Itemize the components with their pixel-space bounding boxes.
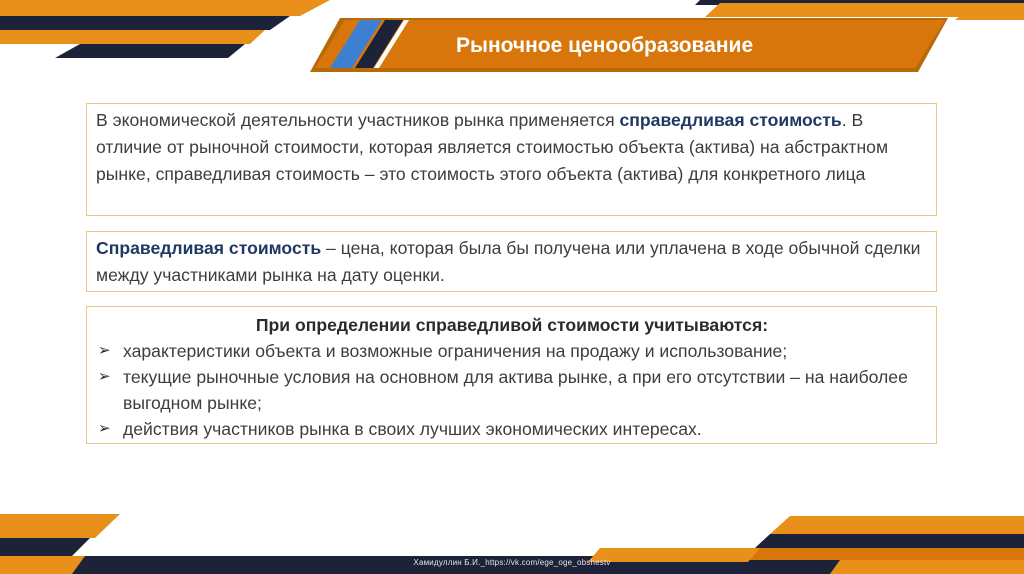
right-edge-orange bbox=[955, 16, 1024, 20]
bottom-left-orange-1 bbox=[0, 514, 120, 538]
definition-term: Справедливая стоимость bbox=[96, 238, 322, 258]
definition-box bbox=[86, 231, 937, 292]
definition-text: – цена, которая была бы получена или уплачена в ходе обычной сделки между участниками рынка на дату оценки. bbox=[96, 238, 921, 285]
fair-value-highlight: справедливая стоимость bbox=[619, 110, 842, 130]
bottom-left-navy bbox=[0, 538, 90, 556]
factor-item bbox=[96, 338, 928, 364]
arrow-bullet-icon: ➢ bbox=[98, 420, 111, 437]
top-band-orange-2 bbox=[0, 30, 265, 44]
factor-item-text: характеристики объекта и возможные ограничения на продажу и использование; bbox=[123, 341, 788, 361]
intro-text-end: . В отличие от рыночной стоимости, которая является стоимостью объекта (актива) на абстрактном рынке, справедливая стоимость – это стоимость этого объекта (актива) для конкретного лица bbox=[96, 110, 889, 184]
factor-item bbox=[96, 364, 928, 416]
top-band-navy-1 bbox=[0, 16, 290, 30]
top-right-orange bbox=[705, 3, 1024, 17]
factor-item bbox=[96, 416, 928, 442]
slide-title: Рыночное ценообразование bbox=[456, 34, 754, 57]
bottom-right-orange-1 bbox=[770, 516, 1024, 534]
factors-heading: При определении справедливой стоимости учитываются: bbox=[255, 315, 769, 335]
arrow-bullet-icon: ➢ bbox=[98, 342, 111, 359]
factor-item-text: действия участников рынка в своих лучших экономических интересах. bbox=[123, 419, 702, 439]
factor-item-text: текущие рыночные условия на основном для актива рынке, а при его отсутствии – на наиболее выгодном рынке; bbox=[123, 367, 908, 413]
intro-text-start: В экономической деятельности участников рынка применяется bbox=[96, 110, 620, 130]
top-band-orange bbox=[0, 0, 330, 16]
arrow-bullet-icon: ➢ bbox=[98, 368, 111, 385]
factors-box bbox=[86, 306, 937, 444]
bottom-right-navy bbox=[755, 534, 1024, 548]
footer-credit: Хамидуллин Б.И._https://vk.com/ege_oge_obshestv bbox=[413, 558, 611, 567]
intro-text-box bbox=[86, 103, 937, 216]
top-band-navy-2 bbox=[55, 44, 245, 58]
